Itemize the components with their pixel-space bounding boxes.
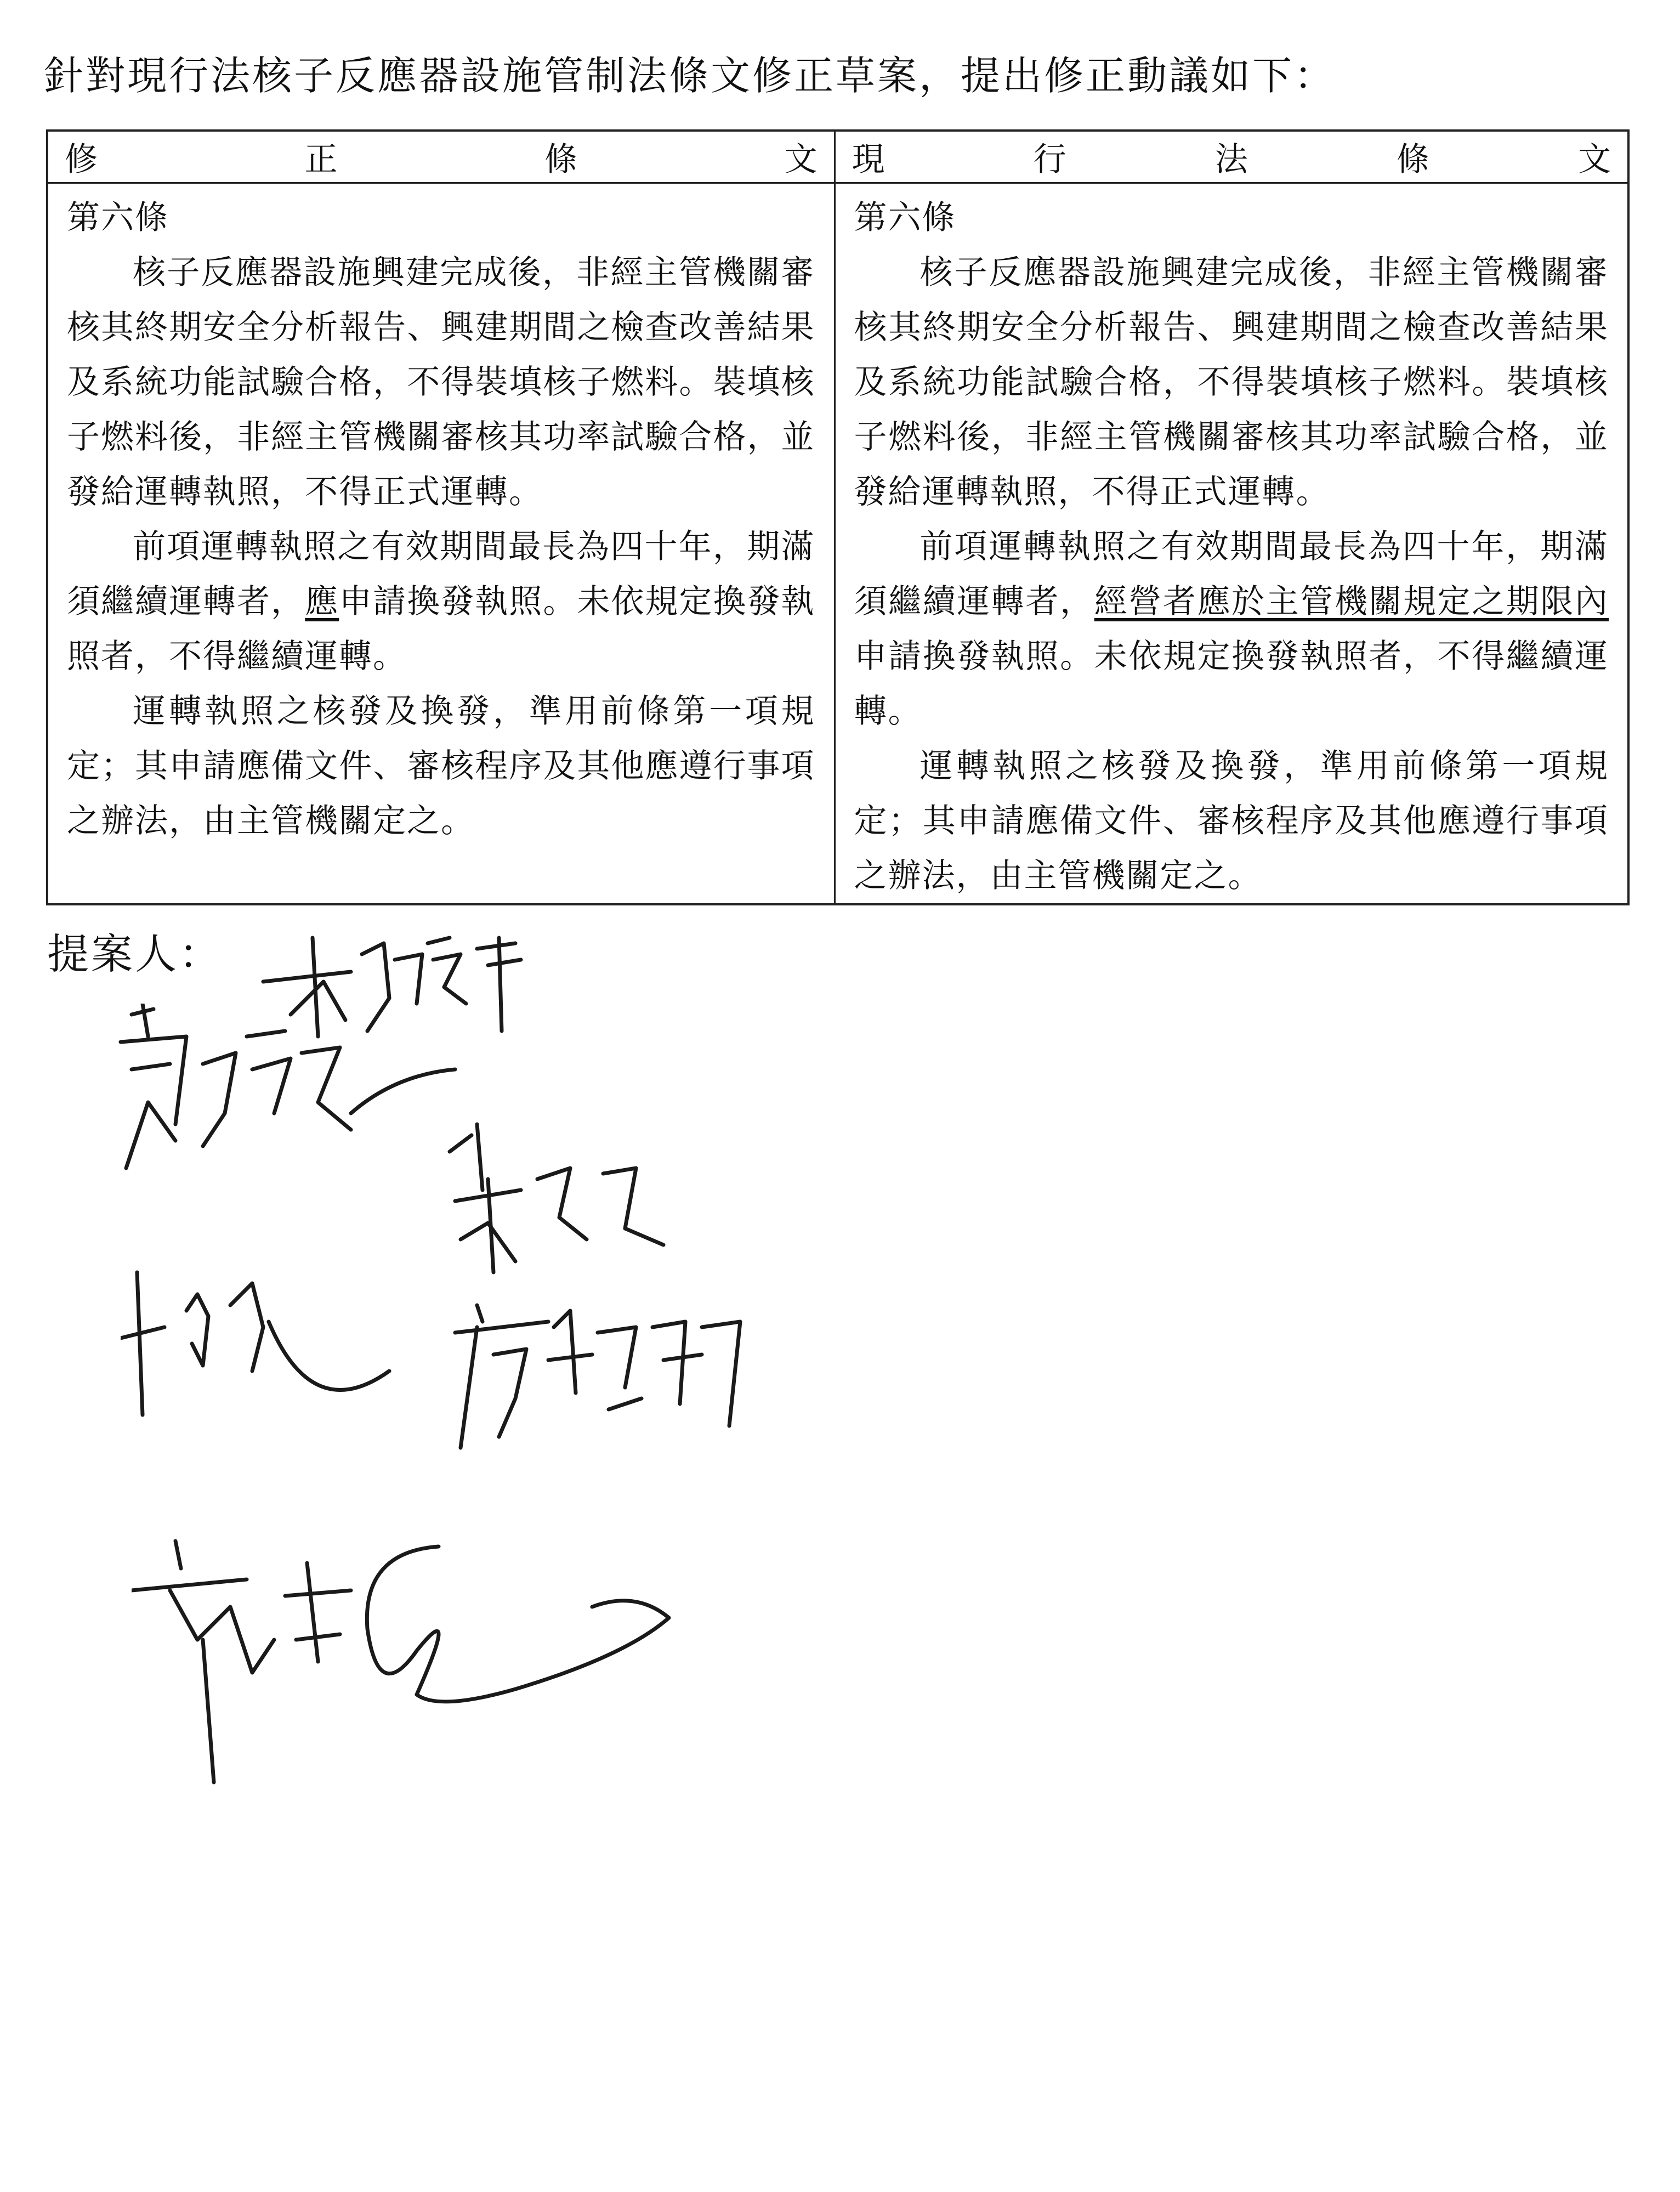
table-header-row: [47, 131, 1628, 183]
header-char: 條: [544, 140, 577, 179]
amended-underlined-text: 應: [305, 582, 339, 621]
signature-2-strokes: [110, 1004, 461, 1185]
current-underlined-text: 經營者應於主管機關規定之期限內: [1094, 582, 1609, 621]
signature-4-strokes: [121, 1261, 406, 1426]
amended-text-cell: [47, 183, 835, 905]
signature-6-strokes: [132, 1530, 680, 1793]
paragraph-3: 運轉執照之核發及換發，準用前條第一項規定；其申請應備文件、審核程序及其他應遵行事項之辦法，由主管機關定之。: [854, 747, 1609, 895]
signature-5: [444, 1294, 751, 1459]
paragraph-3: 運轉執照之核發及換發，準用前條第一項規定；其申請應備文件、審核程序及其他應遵行事項之辦法，由主管機關定之。: [67, 692, 815, 840]
paragraph-2: [854, 519, 1609, 739]
paragraph-1: 核子反應器設施興建完成後，非經主管機關審核其終期安全分析報告、興建期間之檢查改善結果及系統功能試驗合格，不得裝填核子燃料。裝填核子燃料後，非經主管機關審核其功率試驗合格，並發給運轉執照，不得正式運轉。: [854, 253, 1609, 511]
header-char: 修: [65, 140, 98, 179]
signature-2: [110, 1004, 461, 1185]
signature-6: [132, 1530, 680, 1793]
header-char: 現: [852, 140, 885, 179]
motion-intro: 針對現行法核子反應器設施管制法條文修正草案，提出修正動議如下：: [44, 53, 1336, 99]
proposer-label: 提案人：: [47, 930, 223, 978]
header-char: 條: [1396, 140, 1429, 179]
comparison-table: [46, 129, 1630, 905]
header-amended-text: [47, 131, 835, 183]
header-char: 行: [1033, 140, 1066, 179]
signature-3: [439, 1119, 669, 1283]
signature-3-strokes: [439, 1119, 669, 1283]
table-body-row: [47, 183, 1628, 905]
paragraph-1: 核子反應器設施興建完成後，非經主管機關審核其終期安全分析報告、興建期間之檢查改善結果及系統功能試驗合格，不得裝填核子燃料。裝填核子燃料後，非經主管機關審核其功率試驗合格，並發給運轉執照，不得正式運轉。: [67, 253, 815, 511]
signature-4: [121, 1261, 406, 1426]
header-char: 文: [784, 140, 818, 179]
paragraph-2-text-a: 前項運轉執照之有效期間最長為四十年，期滿須繼續運轉者，: [67, 528, 815, 621]
article-title: 第六條: [67, 199, 169, 237]
article-title: 第六條: [854, 199, 956, 237]
paragraph-2-text-a: 前項運轉執照之有效期間最長為四十年，期滿須繼續運轉者，: [854, 528, 1609, 621]
signature-5-strokes: [444, 1294, 751, 1459]
current-law-text-cell: [835, 183, 1628, 905]
paragraph-2-text-b: 申請換發執照。未依規定換發執照者，不得繼續運轉。: [854, 637, 1609, 730]
header-char: 法: [1214, 140, 1248, 179]
paragraph-2-text-b: 申請換發執照。未依規定換發執照者，不得繼續運轉。: [67, 582, 815, 676]
header-current-law-text: [835, 131, 1628, 183]
paragraph-2: [67, 519, 815, 684]
header-char: 正: [304, 140, 338, 179]
header-char: 文: [1578, 140, 1611, 179]
